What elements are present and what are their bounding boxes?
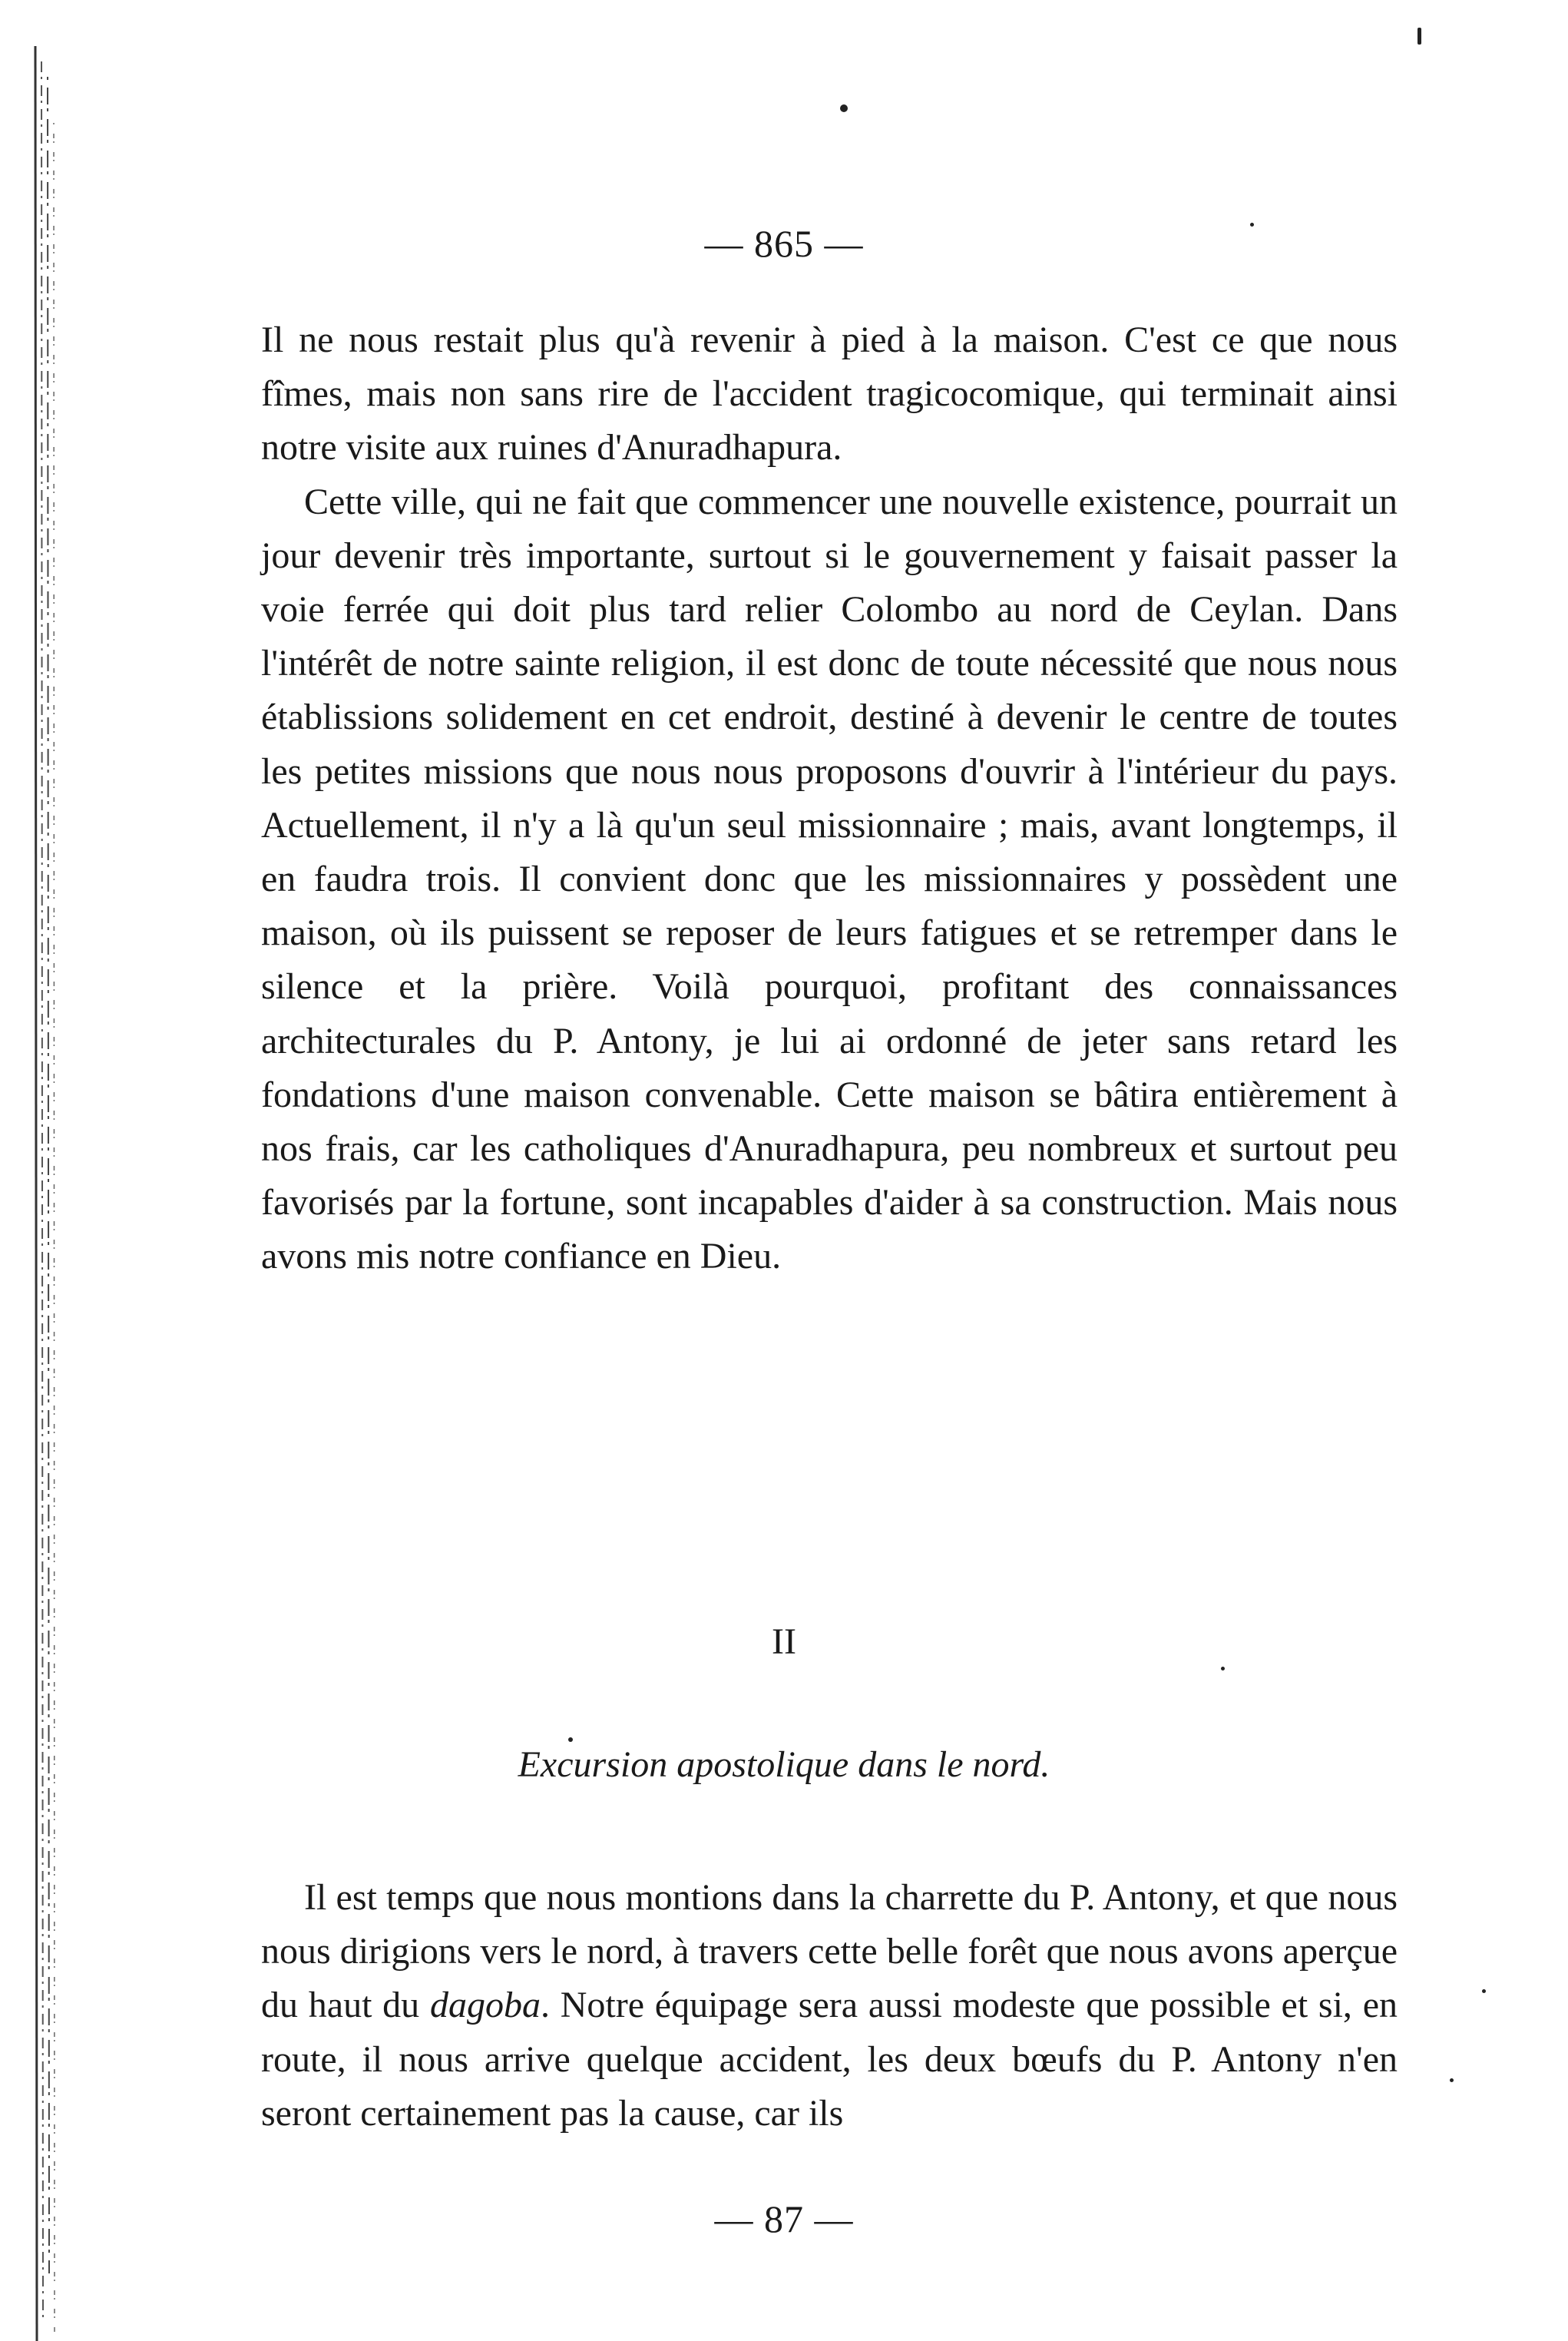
page-number: — 865 — <box>704 222 864 265</box>
scan-speck <box>1450 2078 1454 2082</box>
paragraph <box>261 1871 1398 2141</box>
paragraph: Il ne nous restait plus qu'à revenir à pied à la maison. C'est ce que nous fîmes, mais non sans rire de l'accident tragicocomique, qui terminait ainsi notre visite aux ruines d'Anuradhapura. <box>261 320 1398 469</box>
paragraph: Cette ville, qui ne fait que commencer une nouvelle existence, pourrait un jour devenir très importante, surtout si le gouvernement y faisait passer la voie ferrée qui doit plus tard relier Colombo au nord de Ceylan. Dans l'intérêt de notre sainte religion, il est donc de toute nécessité que nous nous établissions solidement en cet endroit, destiné à devenir le centre de toutes les petites missions que nous nous proposons d'ouvrir à l'intérieur du pays. Actuellement, il n'y a là qu'un seul missionnaire ; mais, avant longtemps, il en faudra trois. Il convient donc que les missionnaires y possèdent une maison, où ils puissent se reposer de leurs fatigues et se retremper dans le silence et la prière. Voilà pourquoi, profitant des connaissances architecturales du P. Antony, je lui ai ordonné de jeter sans retard les fondations d'une maison convenable. Cette maison se bâtira entièrement à nos frais, car les catholiques d'Anuradhapura, peu nombreux et surtout peu favorisés par la fortune, sont incapables d'aider à sa construction. Mais nous avons mis notre confiance en Dieu. <box>261 481 1398 1277</box>
section-number: II <box>772 1621 796 1662</box>
signature-mark: — 87 — <box>714 2197 854 2240</box>
scan-speck <box>1221 1667 1225 1670</box>
italic-word: dagoba <box>429 1985 541 2026</box>
paragraph-text: . Notre équipage sera aussi modeste que possible et si, en route, il nous arrive quelque accident, les deux bœufs du P. Antony n'en seront certainement pas la cause, car ils <box>261 1985 1398 2134</box>
binding-edge <box>28 46 66 2341</box>
scan-speck <box>840 104 848 112</box>
scan-speck <box>1417 28 1421 45</box>
scan-speck <box>1482 1989 1486 1993</box>
paragraph-text: Il est temps que nous montions dans la charrette du P. Antony, et que nous nous dirigions vers le nord, à travers cette belle forêt que nous avons aperçue du haut du <box>261 1877 1398 2026</box>
main-text-top <box>261 313 1398 1284</box>
section-title: Excursion apostolique dans le nord. <box>518 1744 1050 1785</box>
scan-speck <box>568 1737 573 1742</box>
main-text-bottom <box>261 1871 1398 2141</box>
